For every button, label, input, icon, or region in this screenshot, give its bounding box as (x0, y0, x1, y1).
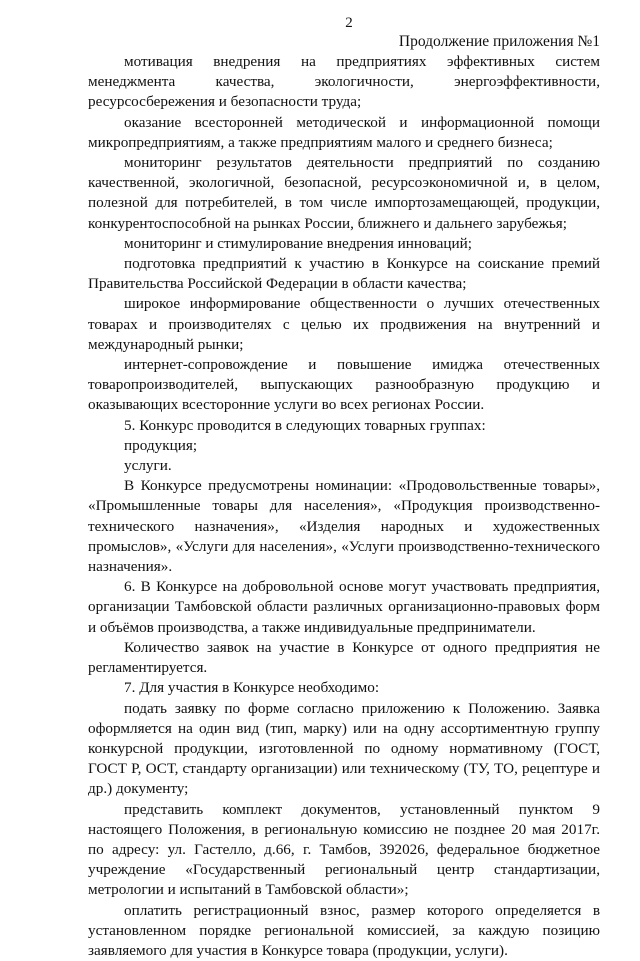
paragraph: представить комплект документов, установленный пунктом 9 настоящего Положения, в региональную комиссию не позднее 20 мая 2017г. по адресу: ул. Гастелло, д.66, г. Тамбов, 392026, федеральное бюджетное учреждение «Государственный региональный центр стандартизации, метрологии и испытаний в Тамбовской области»; (88, 800, 600, 899)
paragraph: оказание всесторонней методической и информационной помощи микропредприятиям, а также предприятиям малого и среднего бизнеса; (88, 113, 600, 151)
paragraph: оплатить регистрационный взнос, размер которого определяется в установленном порядке региональной комиссией, за каждую позицию заявляемого для участия в Конкурсе товара (продукции, услуги). (88, 901, 600, 959)
paragraph: подать заявку по форме согласно приложению к Положению. Заявка оформляется на один вид (тип, марку) или на одну ассортиментную группу конкурсной продукции, изготовленной по одному нормативному (ГОСТ, ГОСТ Р, ОСТ, стандарту организации) или техническому (ТУ, ТО, рецептуре и др.) документу; (88, 699, 600, 798)
list-item: продукция; (124, 436, 198, 454)
page-number: 2 (345, 15, 353, 31)
paragraph: мониторинг результатов деятельности предприятий по созданию качественной, экологичной, безопасной, ресурсоэкономичной и, в целом, полезной для потребителей, в том числе импортозамещающей, продукции, конкурентоспособной на рынках России, ближнего и дальнего зарубежья; (88, 154, 600, 232)
paragraph: 6. В Конкурсе на добровольной основе могут участвовать предприятия, организации Тамбовской области различных организационно-правовых форм и объёмов производства, а также индивидуальные предприниматели. (88, 578, 600, 636)
continuation-heading: Продолжение приложения №1 (398, 33, 600, 50)
paragraph: В Конкурсе предусмотрены номинации: «Продовольственные товары», «Промышленные товары для населения», «Продукция производственно-технического назначения», «Изделия народных и художественных промыслов», «Услуги для населения», «Услуги производственно-технического назначения». (88, 477, 600, 576)
paragraph: интернет-сопровождение и повышение имиджа отечественных товаропроизводителей, выпускающих разнообразную продукцию и оказывающих всесторонние услуги во всех регионах России. (88, 356, 600, 414)
paragraph: широкое информирование общественности о лучших отечественных товарах и производителях с целью их продвижения на внутренний и международный рынки; (88, 295, 600, 353)
paragraph: подготовка предприятий к участию в Конкурсе на соискание премий Правительства Российской Федерации в области качества; (88, 255, 600, 293)
paragraph: мониторинг и стимулирование внедрения инноваций; (124, 234, 472, 252)
document-body (88, 52, 600, 961)
section-heading: 5. Конкурс проводится в следующих товарных группах: (124, 416, 486, 434)
paragraph: Количество заявок на участие в Конкурсе от одного предприятия не регламентируется. (88, 638, 600, 677)
list-item: услуги. (124, 457, 172, 475)
paragraph: мотивация внедрения на предприятиях эффективных систем менеджмента качества, экологичности, энергоэффективности, ресурсосбережения и безопасности труда; (88, 53, 600, 111)
section-heading: 7. Для участия в Конкурсе необходимо: (124, 679, 380, 697)
